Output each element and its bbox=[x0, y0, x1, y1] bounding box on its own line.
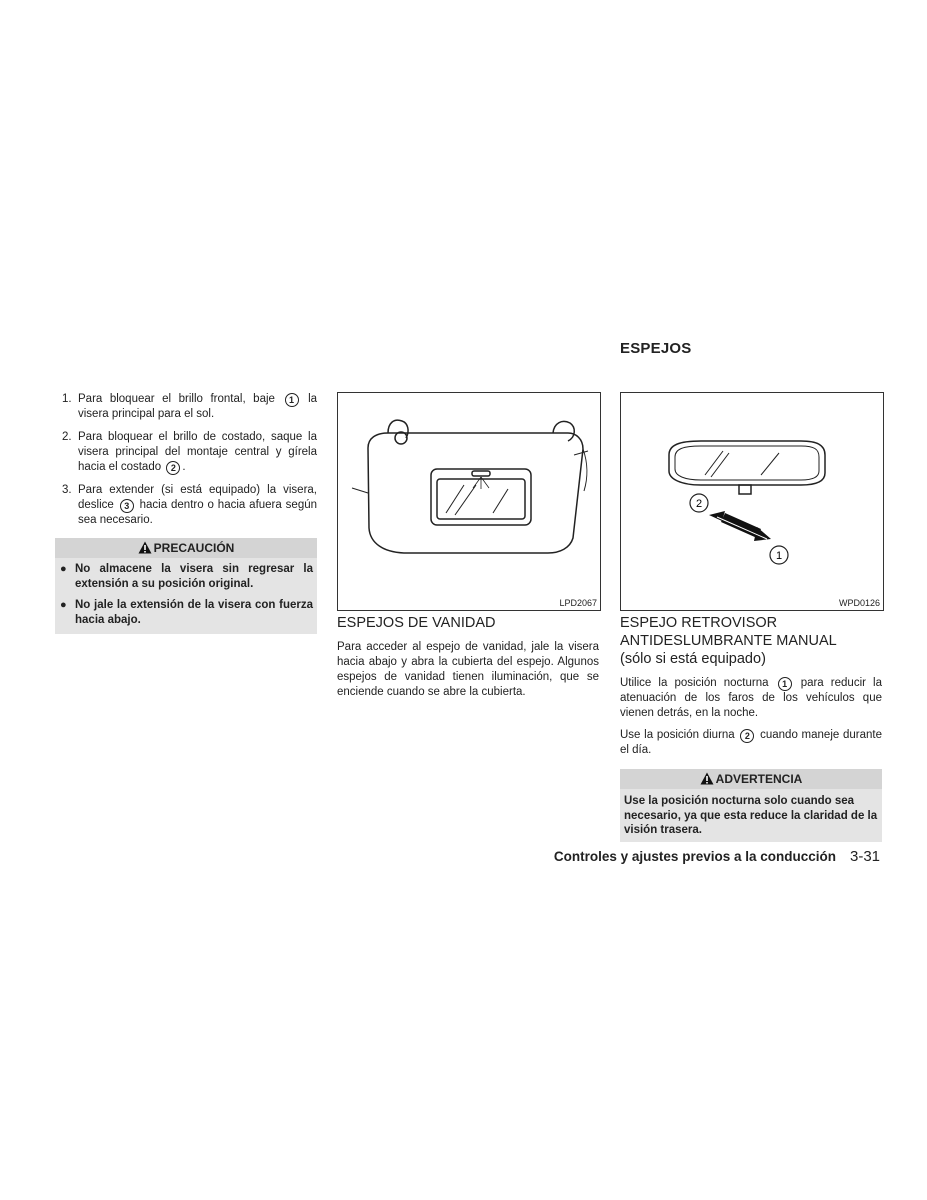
rearview-heading-line2: ANTIDESLUMBRANTE MANUAL bbox=[620, 633, 837, 649]
step-text: Para bloquear el brillo de costado, saque la visera principal del montaje central y gírela hacia el costado bbox=[78, 431, 317, 473]
night-position-paragraph bbox=[620, 676, 882, 721]
paragraph-text: para reducir la atenuación de los faros de los vehículos que vienen detrás, en la noche. bbox=[620, 677, 882, 719]
vanity-section bbox=[337, 614, 599, 700]
visor-steps-list bbox=[55, 392, 317, 528]
step-number: 1. bbox=[62, 393, 72, 405]
figure-code: LPD2067 bbox=[559, 598, 597, 608]
chapter-footer: Controles y ajustes previos a la conducción bbox=[553, 849, 836, 864]
caution-item-text: No almacene la visera sin regresar la extensión a su posición original. bbox=[75, 563, 313, 590]
warning-title: ADVERTENCIA bbox=[715, 772, 803, 786]
step-item bbox=[55, 392, 317, 422]
circled-number-marker: 1 bbox=[778, 677, 792, 691]
rearview-mirror-figure bbox=[620, 392, 884, 611]
rearview-section bbox=[620, 614, 882, 842]
warning-triangle-icon bbox=[138, 541, 152, 554]
circled-number-marker: 2 bbox=[166, 461, 180, 475]
warning-triangle-icon bbox=[700, 772, 714, 785]
rearview-heading-line3: (sólo si está equipado) bbox=[620, 651, 766, 667]
caution-body bbox=[55, 558, 317, 634]
rearview-mirror-illustration bbox=[621, 393, 883, 610]
step-number: 3. bbox=[62, 484, 72, 496]
caution-title: PRECAUCIÓN bbox=[153, 541, 235, 555]
figure-callout-2: 2 bbox=[695, 498, 703, 510]
paragraph-text: Utilice la posición nocturna bbox=[620, 677, 769, 689]
caution-item-text: No jale la extensión de la visera con fuerza hacia abajo. bbox=[75, 599, 313, 626]
caution-header bbox=[55, 538, 317, 558]
step-text: . bbox=[182, 461, 186, 473]
step-text: la visera principal para el sol. bbox=[78, 393, 318, 420]
paragraph-text: cuando maneje durante el día. bbox=[620, 729, 882, 756]
circled-number-marker: 3 bbox=[120, 499, 134, 513]
step-number: 2. bbox=[62, 431, 72, 443]
figure-callout-1: 1 bbox=[775, 550, 783, 562]
warning-header bbox=[620, 769, 882, 789]
paragraph-text: Use la posición diurna bbox=[620, 729, 735, 741]
warning-body: Use la posición nocturna solo cuando sea necesario, ya que esta reduce la claridad de la visión trasera. bbox=[620, 789, 882, 842]
step-text: Para extender (si está equipado) la visera, deslice bbox=[78, 484, 317, 511]
left-column bbox=[55, 392, 317, 634]
vanity-text: Para acceder al espejo de vanidad, jale la visera hacia abajo y abra la cubierta del espejo. Algunos espejos de vanidad tienen iluminación, que se enciende cuando se abre la cubierta. bbox=[337, 641, 599, 698]
bullet-dot-icon: ● bbox=[60, 563, 67, 575]
circled-number-marker: 2 bbox=[740, 729, 754, 743]
step-text: hacia dentro o hacia afuera según sea necesario. bbox=[78, 499, 318, 526]
circled-number-marker: 1 bbox=[285, 393, 299, 407]
step-item bbox=[55, 430, 317, 475]
vanity-heading: ESPEJOS DE VANIDAD bbox=[337, 615, 496, 631]
day-position-paragraph bbox=[620, 728, 882, 758]
vanity-mirror-figure bbox=[337, 392, 601, 611]
rearview-heading-line1: ESPEJO RETROVISOR bbox=[620, 615, 778, 631]
section-title: ESPEJOS bbox=[620, 340, 692, 357]
figure-code: WPD0126 bbox=[838, 598, 880, 608]
caution-item bbox=[59, 598, 313, 628]
step-item bbox=[55, 483, 317, 528]
caution-item bbox=[59, 562, 313, 592]
sun-visor-illustration bbox=[338, 393, 600, 610]
bullet-dot-icon: ● bbox=[60, 599, 67, 611]
page-number: 3-31 bbox=[850, 848, 881, 865]
step-text: Para bloquear el brillo frontal, baje bbox=[78, 393, 275, 405]
